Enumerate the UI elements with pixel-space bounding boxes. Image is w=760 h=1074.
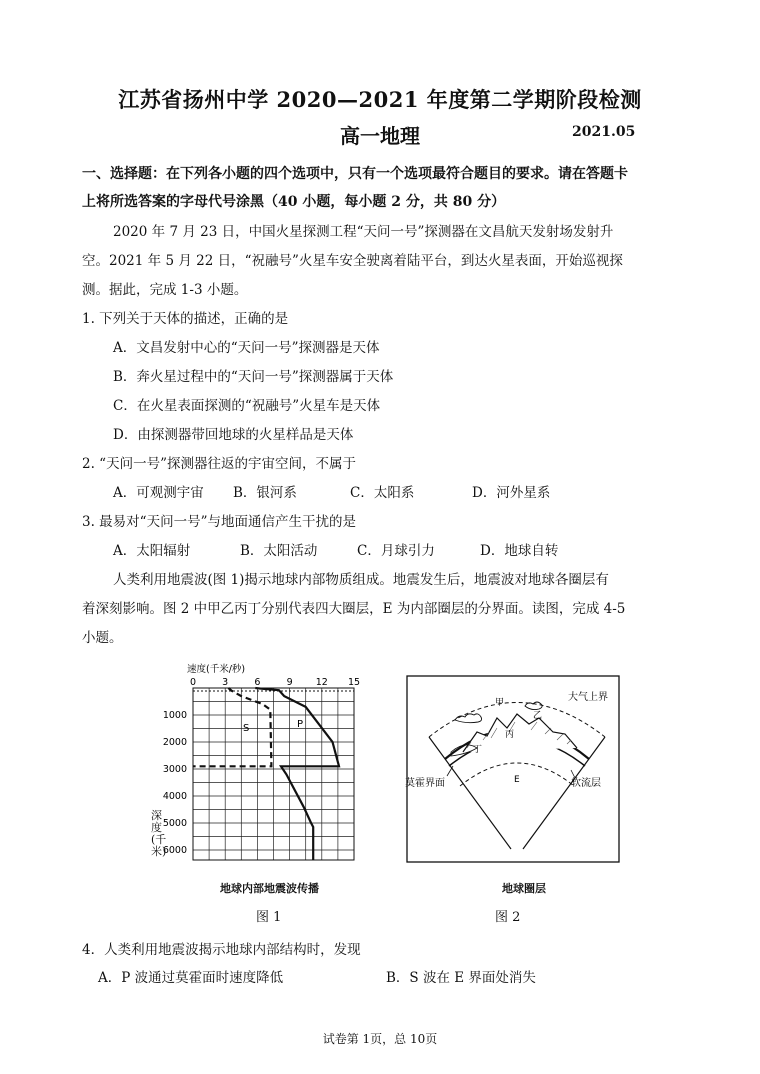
- page-title: 江苏省扬州中学 2020—2021 年度第二学期阶段检测: [118, 87, 642, 112]
- passage1-line: 测。据此，完成 1-3 小题。: [82, 282, 248, 298]
- label-yi: 乙: [533, 711, 543, 721]
- question-4-option-a: A．P 波通过莫霍面时速度降低: [98, 970, 284, 986]
- question-1-option-c: C．在火星表面探测的“祝融号”火星车是天体: [113, 398, 381, 414]
- question-2-stem: 2. “天问一号”探测器往返的宇宙空间，不属于: [82, 456, 356, 472]
- fig1-axis-title: 速度(千米/秒): [187, 664, 246, 675]
- y-tick-label: 2000: [162, 736, 187, 748]
- cloud-icon: [455, 714, 482, 723]
- question-2-option-b: B．银河系: [233, 485, 297, 501]
- question-3-option-c: C．月球引力: [357, 543, 435, 559]
- label-ding: 丁: [473, 745, 483, 755]
- question-2-option-c: C．太阳系: [350, 485, 415, 501]
- question-1-option-a: A．文昌发射中心的“天问一号”探测器是天体: [113, 340, 380, 356]
- label-moho: 莫霍界面: [405, 778, 445, 789]
- figure-2-earth-spheres: [405, 674, 625, 864]
- question-1-option-d: D．由探测器带回地球的火星样品是天体: [113, 427, 354, 443]
- cloud-icon: [525, 702, 542, 710]
- p-wave-curve: [255, 688, 339, 860]
- label-bing: 丙: [505, 730, 515, 740]
- passage2-line: 人类利用地震波(图 1)揭示地球内部物质组成。地震发生后，地震波对地球各圈层有: [113, 572, 609, 588]
- y-tick-label: 3000: [162, 763, 187, 775]
- x-tick-label: 6: [254, 677, 261, 688]
- y-tick-label: 1000: [162, 709, 187, 721]
- passage1-line: 2020 年 7 月 23 日，中国火星探测工程“天问一号”探测器在文昌航天发射场发射升: [113, 224, 614, 240]
- x-tick-label: 3: [222, 677, 229, 688]
- question-1-stem: 1. 下列关于天体的描述，正确的是: [82, 311, 289, 327]
- s-wave-label: S: [243, 723, 250, 734]
- fig1-caption: 地球内部地震波传播: [220, 882, 319, 895]
- x-tick-label: 9: [286, 677, 293, 688]
- passage2-line: 着深刻影响。图 2 中甲乙丙丁分别代表四大圈层，E 为内部圈层的分界面。读图，完成 4-5: [82, 601, 626, 617]
- question-3-option-b: B．太阳活动: [240, 543, 318, 559]
- p-wave-label: P: [297, 719, 304, 730]
- section-heading-line2: 上将所选答案的字母代号涂黑（40 小题，每小题 2 分，共 80 分）: [82, 194, 506, 210]
- passage2-line: 小题。: [82, 630, 123, 646]
- x-tick-label: 12: [315, 677, 328, 688]
- label-jia: 甲: [495, 698, 505, 708]
- fig2-caption: 地球圈层: [502, 882, 546, 895]
- page-subtitle: 高一地理: [340, 124, 420, 148]
- fig2-number: 图 2: [495, 910, 521, 925]
- question-3-option-d: D．地球自转: [480, 543, 559, 559]
- question-2-option-d: D．河外星系: [472, 485, 551, 501]
- x-tick-label: 15: [347, 677, 361, 688]
- figure-1-seismic-chart: [140, 660, 380, 900]
- label-e: E: [514, 775, 520, 785]
- question-4-option-b: B．S 波在 E 界面处消失: [386, 970, 536, 986]
- fig1-number: 图 1: [256, 910, 282, 925]
- fig1-y-axis-label: 深度(千米): [151, 809, 167, 858]
- section-heading-line1: 一、选择题：在下列各小题的四个选项中，只有一个选项最符合题目的要求。请在答题卡: [82, 166, 628, 182]
- s-wave-curve: [193, 688, 271, 766]
- exam-date: 2021.05: [572, 124, 636, 140]
- question-4-stem: 4．人类利用地震波揭示地球内部结构时，发现: [82, 942, 361, 958]
- question-1-option-b: B．奔火星过程中的“天问一号”探测器属于天体: [113, 369, 394, 385]
- label-atmosphere-top: 大气上界: [568, 692, 608, 703]
- question-2-option-a: A．可观测宇宙: [113, 485, 204, 501]
- label-asthenosphere: 软流层: [571, 778, 601, 789]
- page-footer: 试卷第 1页，总 10页: [322, 1032, 438, 1046]
- y-tick-label: 6000: [162, 844, 187, 856]
- passage1-line: 空。2021 年 5 月 22 日，“祝融号”火星车安全驶离着陆平台，到达火星表面，开始巡视探: [82, 253, 623, 269]
- fig2-frame: [407, 676, 619, 862]
- y-tick-label: 4000: [162, 790, 187, 802]
- question-3-stem: 3. 最易对“天问一号”与地面通信产生干扰的是: [82, 514, 356, 530]
- question-3-option-a: A．太阳辐射: [113, 543, 191, 559]
- y-tick-label: 5000: [162, 817, 187, 829]
- x-tick-label: 0: [189, 677, 197, 688]
